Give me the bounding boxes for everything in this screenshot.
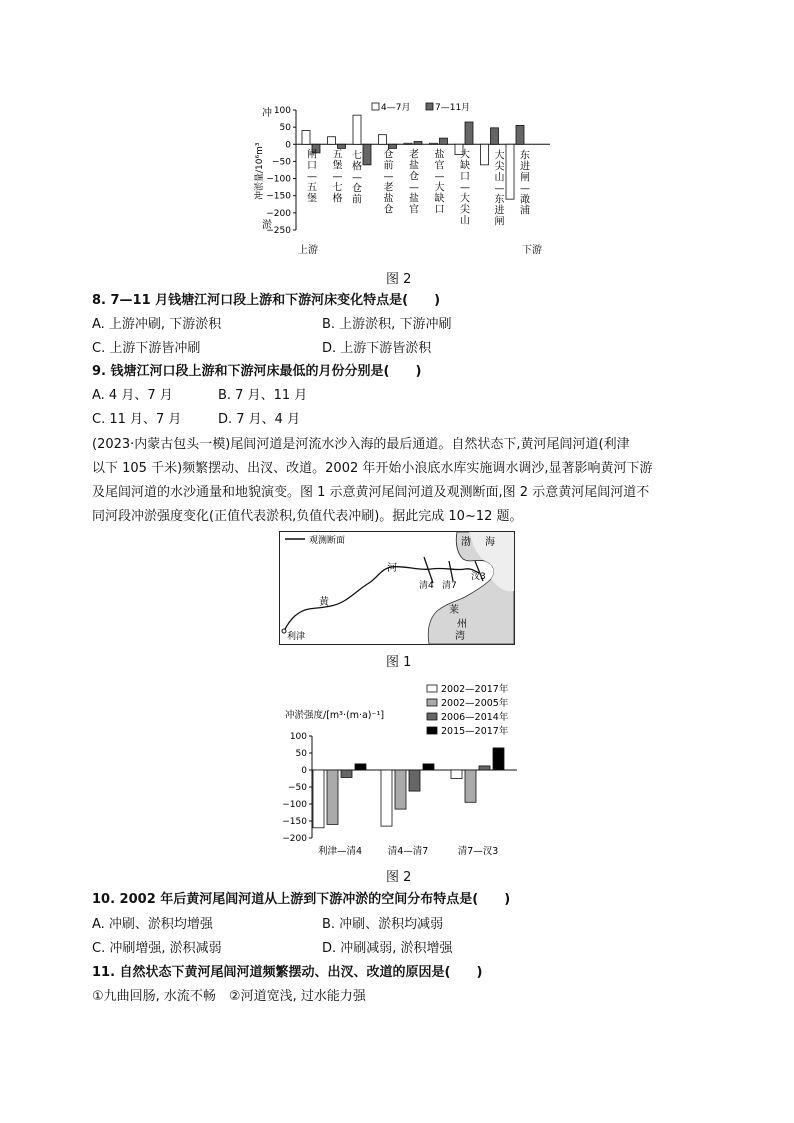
question-10-option-d[interactable]: D. 冲刷减弱, 淤积增强 [322, 941, 453, 956]
category-label-char: 东 [494, 194, 505, 206]
y-tick-label: −100 [282, 800, 307, 810]
category-label-char: 盐 [383, 193, 394, 205]
svg-text:清7: 清7 [442, 581, 457, 591]
category-label-char: 大 [494, 150, 505, 162]
y-tick-label: 0 [301, 766, 307, 776]
figure-caption: 图 1 [386, 655, 412, 670]
category-label-char: 五 [307, 182, 317, 194]
bar [493, 748, 504, 770]
y-tick-label: −200 [266, 208, 291, 219]
legend-label: 2002—2017年 [441, 684, 509, 695]
bar [353, 115, 361, 144]
svg-text:黄: 黄 [319, 597, 329, 608]
category-label-char: — [383, 171, 394, 183]
bar [363, 144, 371, 165]
category-label-char: 老 [409, 149, 419, 161]
legend-swatch [427, 685, 437, 692]
bar [338, 144, 346, 148]
y-tick-label: 100 [273, 106, 291, 116]
bar [313, 770, 324, 828]
figure-caption: 图 2 [386, 870, 412, 885]
bar [465, 770, 476, 802]
category-label-char: — [409, 182, 419, 194]
question-9-option-b[interactable]: B. 7 月、11 月 [218, 388, 308, 403]
question-8-option-a[interactable]: A. 上游冲刷, 下游淤积 [92, 317, 222, 332]
y-axis-label: 冲淤量/10⁶m³ [255, 142, 265, 200]
passage-line: 及尾闾河道的水沙通量和地貌演变。图 1 示意黄河尾闾河道及观测断面,图 2 示意黄河尾闾河道不 [92, 485, 650, 500]
category-label-char: 大 [460, 149, 470, 161]
category-label-char: 堡 [307, 193, 317, 205]
svg-text:清4: 清4 [419, 581, 434, 591]
bar [430, 143, 438, 144]
svg-text:莱: 莱 [449, 605, 459, 616]
y-tick-label: −200 [282, 834, 307, 844]
category-label: 清4—清7 [387, 846, 429, 857]
category-label-char: — [352, 172, 362, 184]
category-label: 清7—汊3 [457, 846, 499, 857]
y-axis-label: 冲淤强度/[m³·(m·a)⁻¹] [285, 710, 385, 721]
y-tick-label: −50 [272, 157, 291, 168]
category-label-char: 浦 [520, 205, 530, 217]
question-9-option-c[interactable]: C. 11 月、7 月 [92, 412, 182, 427]
category-label-char: 格 [352, 161, 362, 173]
bar [404, 143, 412, 144]
bar [327, 770, 338, 824]
category-label: 利津—清4 [317, 846, 363, 857]
bar [423, 764, 434, 770]
question-10-option-c[interactable]: C. 冲刷增强, 淤积减弱 [92, 941, 222, 956]
category-label-char: 堡 [332, 160, 343, 172]
passage-line: 以下 105 千米)频繁摆动、出汊、改道。2002 年开始小浪底水库实施调水调沙,显著影响黄河下游 [92, 461, 653, 476]
bar [506, 144, 514, 199]
category-label-char: 七 [332, 182, 343, 194]
category-label-char: 前 [383, 160, 394, 172]
category-label-char: 仓 [383, 149, 394, 161]
svg-text:汊3: 汊3 [471, 572, 486, 582]
legend-swatch [427, 713, 437, 720]
bar [516, 125, 524, 144]
svg-text:海: 海 [485, 537, 495, 548]
category-label-char: 官 [434, 160, 445, 172]
bar [479, 766, 490, 770]
legend-swatch [426, 103, 433, 110]
question-8-option-d[interactable]: D. 上游下游皆淤积 [322, 341, 432, 356]
category-label-char: 仓 [383, 204, 394, 216]
category-label-char: 盐 [409, 160, 419, 172]
category-label-char: 进 [520, 161, 530, 173]
bar [381, 770, 392, 826]
bar [409, 770, 420, 791]
question-9-option-d[interactable]: D. 7 月、4 月 [218, 412, 301, 427]
y-tick-label: −150 [282, 817, 307, 827]
category-label-char: 老 [383, 182, 394, 194]
category-label-char: — [520, 183, 530, 195]
legend-label: 2015—2017年 [441, 726, 509, 737]
y-tick-label: 50 [279, 123, 291, 134]
category-label-char: 口 [460, 171, 470, 183]
bar [328, 137, 336, 145]
legend-label: 2006—2014年 [441, 712, 509, 723]
legend-swatch [372, 103, 379, 110]
question-10-stem: 10. 2002 年后黄河尾闾河道从上游到下游冲淤的空间分布特点是( ) [92, 892, 511, 907]
category-label-char: 尖 [494, 161, 505, 173]
category-label-char: 东 [520, 150, 530, 162]
category-label-char: 盐 [434, 149, 445, 161]
bar [302, 131, 310, 145]
category-label-char: 口 [307, 160, 317, 172]
question-8-option-b[interactable]: B. 上游淤积, 下游冲刷 [322, 317, 452, 332]
legend-label: 2002—2005年 [441, 698, 509, 709]
legend-label: 7—11月 [435, 103, 471, 113]
y-tick-label: 0 [285, 140, 291, 151]
category-label-char: 闸 [307, 149, 317, 161]
y-tick-label: −50 [288, 783, 307, 793]
bar [389, 144, 397, 148]
yellow-river-map [279, 531, 515, 645]
y-tick-label: 50 [295, 749, 307, 759]
category-label-char: 七 [352, 150, 362, 162]
bar [341, 770, 352, 777]
legend-swatch [427, 727, 437, 734]
legend-swatch [427, 699, 437, 706]
bar [451, 770, 462, 779]
legend-label: 4—7月 [381, 103, 411, 113]
svg-text:河: 河 [387, 563, 397, 574]
y-tick-label: −250 [266, 226, 291, 236]
category-label-char: 尖 [460, 204, 470, 216]
y-tick-label: −100 [266, 174, 291, 185]
figure-caption: 图 2 [386, 272, 412, 287]
map-legend: 观测断面 [309, 536, 346, 546]
y-tick-label: −150 [266, 191, 291, 202]
category-label-char: 格 [332, 193, 343, 205]
passage-line: 同河段冲淤强度变化(正值代表淤积,负值代表冲刷)。据此完成 10~12 题。 [92, 509, 523, 524]
bar [355, 764, 366, 770]
category-label-char: 缺 [460, 160, 470, 172]
svg-text:利津: 利津 [287, 632, 306, 642]
question-8-stem: 8. 7—11 月钱塘江河口段上游和下游河床变化特点是( ) [92, 293, 441, 308]
chart-1 [250, 100, 560, 260]
y-label-top: 冲 [262, 108, 272, 119]
bar [395, 770, 406, 809]
category-label-char: 进 [494, 205, 505, 217]
bar [379, 135, 387, 145]
category-label-char: — [307, 171, 317, 183]
question-8-option-c[interactable]: C. 上游下游皆冲刷 [92, 341, 201, 356]
y-label-bottom: 淤 [262, 220, 272, 231]
question-9-option-a[interactable]: A. 4 月、7 月 [92, 388, 173, 403]
y-tick-label: 100 [289, 732, 307, 742]
category-label-char: 澉 [520, 194, 530, 206]
category-label-char: 官 [409, 204, 419, 216]
question-10-option-b[interactable]: B. 冲刷、淤积均减弱 [322, 917, 444, 932]
question-10-option-a[interactable]: A. 冲刷、淤积均增强 [92, 917, 213, 932]
question-11-options: ①九曲回肠, 水流不畅 ②河道宽浅, 过水能力强 [92, 989, 366, 1004]
svg-text:州: 州 [457, 619, 467, 630]
category-label-char: 缺 [434, 193, 445, 205]
bar [491, 128, 499, 144]
category-label-char: 仓 [409, 171, 419, 183]
category-label-char: 闸 [494, 216, 505, 228]
category-label-char: — [332, 171, 343, 183]
category-label-char: 五 [332, 149, 343, 161]
upstream-label: 上游 [298, 245, 318, 256]
category-label-char: 闸 [520, 172, 530, 184]
category-label-char: 仓 [352, 183, 362, 195]
category-label-char: — [460, 182, 470, 194]
category-label-char: — [434, 171, 445, 183]
question-11-stem: 11. 自然状态下黄河尾闾河道频繁摆动、出汊、改道的原因是( ) [92, 965, 483, 980]
bar [481, 144, 489, 165]
category-label-char: 盐 [409, 193, 419, 205]
category-label-char: 大 [460, 193, 470, 205]
category-label-char: 前 [352, 194, 362, 206]
category-label-char: 口 [434, 204, 445, 216]
bar [465, 122, 473, 144]
passage-line: (2023·内蒙古包头一模)尾闾河道是河流水沙入海的最后通道。自然状态下,黄河尾闾河道(利津 [92, 437, 630, 452]
bar [440, 138, 448, 144]
category-label-char: 山 [494, 172, 505, 184]
bar [414, 142, 422, 145]
category-label-char: — [494, 183, 505, 195]
category-label-char: 大 [434, 182, 445, 194]
chart-2 [275, 680, 535, 858]
question-9-stem: 9. 钱塘江河口段上游和下游河床最低的月份分别是( ) [92, 364, 422, 379]
category-label-char: 山 [460, 215, 470, 227]
svg-text:渤: 渤 [461, 537, 471, 548]
svg-text:湾: 湾 [455, 631, 465, 642]
downstream-label: 下游 [522, 245, 542, 256]
